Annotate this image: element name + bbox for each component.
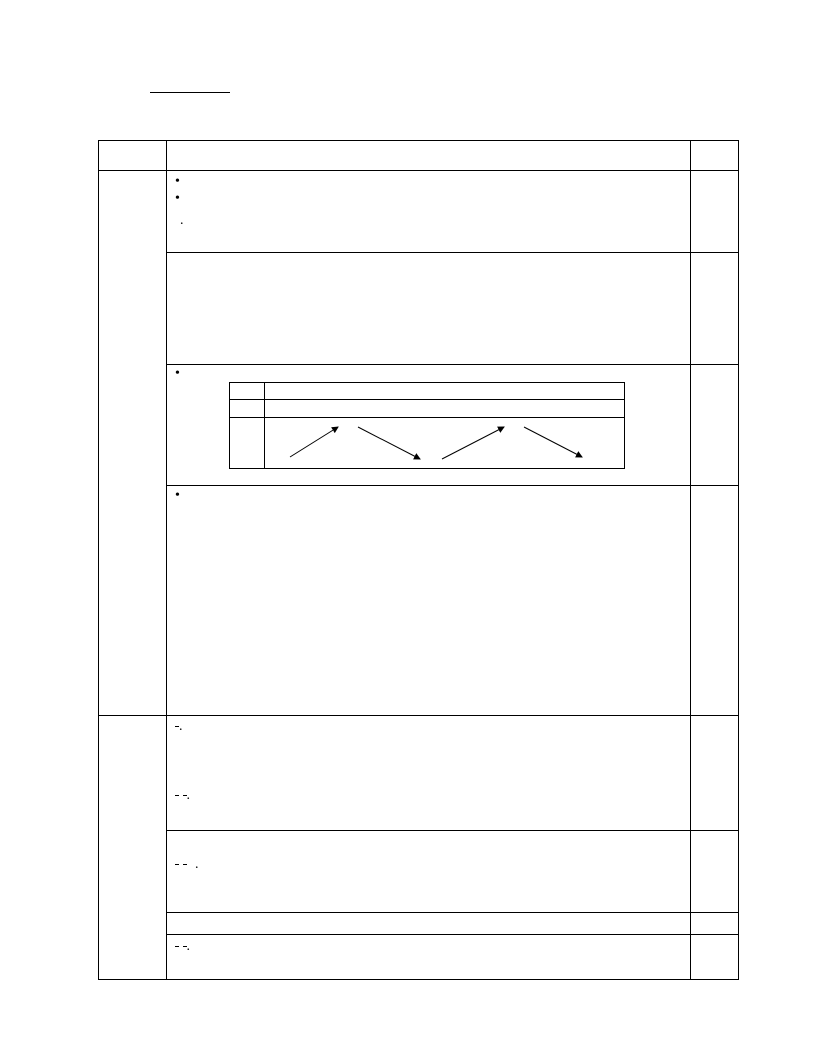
table-row <box>99 831 739 913</box>
answer-cell <box>167 171 691 253</box>
arrow-down <box>358 427 420 459</box>
score-cell <box>691 831 739 913</box>
fraction <box>175 864 179 865</box>
score-cell <box>691 253 739 365</box>
tangent-result-2: . <box>175 939 190 955</box>
derivative-line: . <box>180 213 184 228</box>
score-cell <box>691 913 739 935</box>
numerator <box>175 795 179 796</box>
table-row <box>99 171 739 253</box>
arrow-up <box>290 427 338 457</box>
score-cell <box>691 935 739 980</box>
arrow-up <box>442 427 504 459</box>
function-graph <box>403 486 693 715</box>
score-cell <box>691 716 739 831</box>
header-question <box>99 141 167 171</box>
score-cell <box>691 486 739 716</box>
fraction <box>175 795 179 796</box>
fraction <box>183 795 187 796</box>
fraction <box>183 864 187 865</box>
score-cell <box>691 365 739 486</box>
fraction <box>175 726 179 727</box>
header-answer <box>167 141 691 171</box>
header-score <box>691 141 739 171</box>
divider <box>230 399 624 400</box>
table-row <box>99 365 739 486</box>
bullet-line: • <box>175 191 180 206</box>
numerator <box>175 864 179 865</box>
arrow-down <box>524 427 582 457</box>
question-1-label <box>99 171 167 716</box>
table-row <box>99 716 739 831</box>
condition-equation: . <box>175 857 199 873</box>
table-header-row <box>99 141 739 171</box>
fraction <box>175 946 179 947</box>
table-row <box>99 486 739 716</box>
numerator <box>183 795 187 796</box>
variation-table <box>229 382 625 469</box>
answer-cell <box>167 365 691 486</box>
table-row <box>99 935 739 980</box>
fraction <box>183 946 187 947</box>
derivative-formula: . <box>175 719 183 735</box>
school-underline <box>150 92 230 93</box>
numerator <box>175 726 179 727</box>
answer-cell <box>167 913 691 935</box>
tangent-equation: . <box>175 788 190 804</box>
answer-cell <box>167 935 691 980</box>
numerator <box>183 946 187 947</box>
numerator <box>175 946 179 947</box>
score-cell <box>691 171 739 253</box>
question-2-label <box>99 716 167 980</box>
answer-cell <box>167 831 691 913</box>
answer-cell <box>167 253 691 365</box>
answer-cell <box>167 486 691 716</box>
table-row <box>99 253 739 365</box>
answer-table <box>98 140 739 980</box>
bullet-line: • <box>175 488 180 503</box>
bullet-line: • <box>175 366 180 381</box>
bullet-line: • <box>175 174 180 189</box>
table-row <box>99 913 739 935</box>
variation-arrows <box>230 417 624 468</box>
answer-cell <box>167 716 691 831</box>
numerator <box>183 864 187 865</box>
